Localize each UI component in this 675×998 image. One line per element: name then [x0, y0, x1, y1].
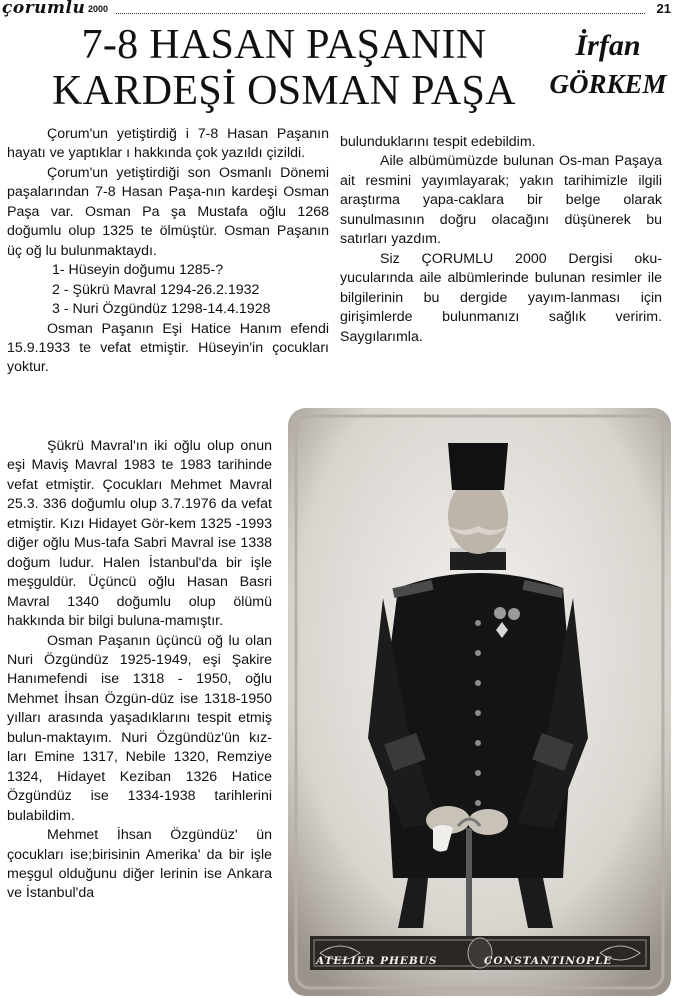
list-item: 2 - Şükrü Mavral 1294-26.2.1932	[52, 281, 260, 298]
header-dotted-rule	[116, 13, 645, 14]
portrait-illustration	[288, 408, 671, 996]
title-line-1: 7-8 HASAN PAŞANIN	[81, 22, 487, 68]
page-number: 21	[656, 1, 671, 16]
list-item: 1- Hüseyin doğumu 1285-?	[52, 262, 224, 279]
paragraph: Aile albümümüzde bulunan Os-man Paşaya ait resmini yayımlayarak; yakın tarihimizle ilgili araştırma yapa-caklara bir belge olarak sunulmasının doğru olacağını düşünerek bu satırları yazdım.	[340, 153, 662, 248]
left-column-narrow	[7, 437, 272, 904]
paragraph: Çorum'un yetiştirdiğ i 7-8 Hasan Paşanın hayatı ve yaptıklar ı hakkında çok yazıldı çizildi.	[7, 126, 329, 162]
right-column	[340, 133, 662, 347]
author-byline	[538, 30, 675, 104]
paragraph: Osman Paşanın üçüncü oğ lu olan Nuri Özgündüz 1925-1949, eşi Şakire Hanımefendi ise 1318 - 1950, oğlu Mehmet İhsan Özgün-düz ise 1318-1950 yılları arasında yaşadıklarını tespit etmiş bulun-maktayım. Nuri Özgündüz'ün kız-ları Emine 1317, Nebile 1320, Remziye 1324, Hidayet Keziban 1326 Hatice Özgündüz ise 1334-1938 tarihlerini bulabildim.	[7, 632, 272, 824]
article-title	[24, 22, 544, 114]
stamp-text-right: CONSTANTINOPLE	[484, 955, 613, 967]
left-column-top	[7, 125, 329, 378]
stamp-text-left: ATELIER PHEBUS	[316, 955, 438, 967]
paragraph: Şükrü Mavral'ın iki oğlu olup onun eşi Maviş Mavral 1983 te 1983 tarihinde vefat etmiştir. Çocukları Mehmet Mavral 25.3. 336 doğumlu olup 3.7.1976 da vefat etmiştir. Kızı Hidayet Gör-kem 1325 -1993 diğer oğlu Mus-tafa Sabri Mavral ise 1338 doğum ludur. Halen İstanbul'da bir işle meşguldür. Üçüncü oğlu Hasan Basri Mavral 1340 doğumlu olup ölümü hakkında bir bilgi buluna-mamıştır.	[7, 438, 272, 630]
page-header	[0, 0, 675, 22]
paragraph: bulunduklarını tespit edebildim.	[340, 134, 536, 150]
portrait-photo	[288, 408, 671, 996]
author-last-name: GÖRKEM	[549, 69, 667, 99]
author-first-name: İrfan	[575, 29, 641, 62]
paragraph: Mehmet İhsan Özgündüz' ün çocukları ise;birisinin Amerika' da bir işle meşgul olduğunu diğer lerinin ise Ankara ve İstanbul'da	[7, 827, 272, 902]
paragraph: Siz ÇORUMLU 2000 Dergisi oku-yucularında aile albümlerinde bulunan resimler ile bilgilerinin bu dergide yayım-lanması için girişimlerde bulunmanızı sağlık veririm. Saygılarımla.	[340, 250, 662, 345]
list-item: 3 - Nuri Özgündüz 1298-14.4.1928	[52, 301, 271, 318]
paragraph: Osman Paşanın Eşi Hatice Hanım efendi 15.9.1933 te vefat etmiştir. Hüseyin'in çocukları yoktur.	[7, 320, 329, 376]
masthead-year: 2000	[88, 4, 109, 14]
paragraph: Çorum'un yetiştirdiği son Osmanlı Dönemi paşalarından 7-8 Hasan Paşa-nın kardeşi Osman Paşa var. Osman Pa şa Mustafa oğlu 1268 doğumlu olup 1325 te ölmüştür. Osman Paşanın üç oğ lu bulunmaktaydı.	[7, 164, 329, 259]
title-line-2: KARDEŞİ OSMAN PAŞA	[52, 68, 516, 114]
masthead-logo: çorumlu	[2, 0, 86, 18]
photographer-stamp	[310, 932, 650, 974]
